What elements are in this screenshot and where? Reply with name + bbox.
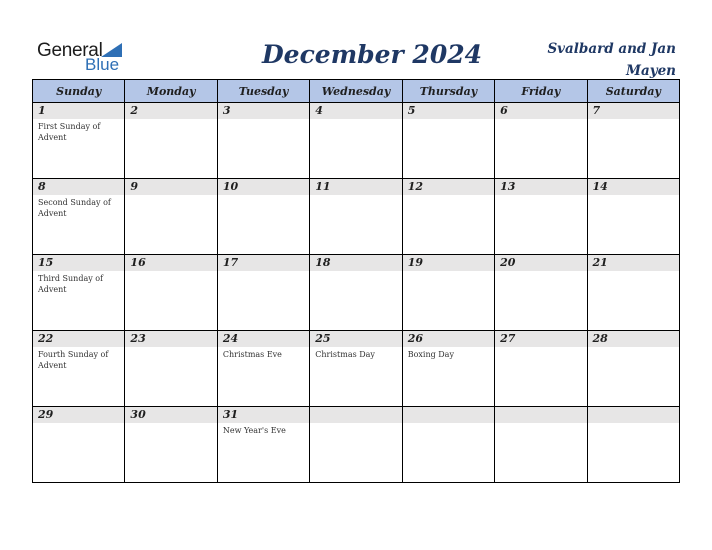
holiday-label (588, 423, 679, 425)
calendar-day-cell (125, 331, 217, 407)
holiday-label (218, 271, 309, 273)
logo-blue-text: Blue (85, 55, 120, 74)
calendar-day-cell (402, 331, 494, 407)
day-number: 12 (403, 179, 494, 195)
holiday-label (125, 195, 216, 197)
holiday-label (125, 271, 216, 273)
holiday-label (310, 119, 401, 121)
calendar-day-cell (310, 179, 402, 255)
holiday-label: Fourth Sunday of Advent (38, 350, 109, 370)
weekday-friday: Friday (495, 80, 587, 103)
calendar-day-cell (495, 179, 587, 255)
day-number: 2 (125, 103, 216, 119)
calendar-day-cell (217, 103, 309, 179)
weekday-tuesday: Tuesday (217, 80, 309, 103)
holiday-label (588, 347, 679, 349)
calendar-day-cell (402, 179, 494, 255)
day-number: 6 (495, 103, 586, 119)
holiday-label: Second Sunday of Advent (38, 198, 111, 218)
day-number: 21 (588, 255, 679, 271)
holiday-label (588, 119, 679, 121)
holiday-label (495, 347, 586, 349)
holiday-label (495, 271, 586, 273)
holiday-label (33, 423, 124, 425)
day-number: 5 (403, 103, 494, 119)
calendar-day-cell (402, 407, 494, 483)
weekday-header-row (33, 80, 680, 103)
holiday-label (588, 271, 679, 273)
page-title: December 2024 (262, 40, 483, 69)
day-number (310, 407, 401, 423)
calendar-day-cell (33, 407, 125, 483)
holiday-label: Christmas Day (315, 350, 375, 359)
calendar-week-row (33, 103, 680, 179)
holiday-label (310, 271, 401, 273)
weekday-sunday: Sunday (33, 80, 125, 103)
weekday-monday: Monday (125, 80, 217, 103)
calendar-day-cell (217, 255, 309, 331)
calendar-day-cell (495, 255, 587, 331)
day-number: 31 (218, 407, 309, 423)
holiday-label (218, 195, 309, 197)
holiday-label (403, 195, 494, 197)
holiday-label: Third Sunday of Advent (38, 274, 104, 294)
holiday-label (403, 119, 494, 121)
day-number (403, 407, 494, 423)
weekday-thursday: Thursday (402, 80, 494, 103)
day-number (495, 407, 586, 423)
calendar-day-cell (587, 255, 679, 331)
calendar-day-cell (495, 407, 587, 483)
calendar-day-cell (217, 407, 309, 483)
calendar-day-cell (125, 255, 217, 331)
calendar-day-cell (310, 103, 402, 179)
day-number: 13 (495, 179, 586, 195)
day-number: 9 (125, 179, 216, 195)
weekday-saturday: Saturday (587, 80, 679, 103)
holiday-label (403, 423, 494, 425)
day-number: 8 (33, 179, 124, 195)
calendar-grid (32, 79, 680, 483)
holiday-label: New Year's Eve (222, 426, 286, 435)
calendar-day-cell (217, 331, 309, 407)
holiday-label (495, 119, 586, 121)
calendar-day-cell (125, 179, 217, 255)
holiday-label (495, 423, 586, 425)
holiday-label (310, 423, 401, 425)
day-number: 11 (310, 179, 401, 195)
day-number: 15 (33, 255, 124, 271)
calendar-week-row (33, 331, 680, 407)
calendar-day-cell (402, 103, 494, 179)
calendar-day-cell (217, 179, 309, 255)
day-number: 19 (403, 255, 494, 271)
day-number: 28 (588, 331, 679, 347)
holiday-label: Boxing Day (407, 350, 454, 359)
day-number: 1 (33, 103, 124, 119)
calendar-day-cell (587, 331, 679, 407)
calendar-day-cell (310, 255, 402, 331)
holiday-label (125, 423, 216, 425)
holiday-label (588, 195, 679, 197)
day-number: 10 (218, 179, 309, 195)
day-number: 7 (588, 103, 679, 119)
calendar-day-cell (310, 331, 402, 407)
day-number: 17 (218, 255, 309, 271)
calendar-day-cell (33, 103, 125, 179)
holiday-label (218, 119, 309, 121)
calendar-day-cell (587, 179, 679, 255)
holiday-label: Christmas Eve (222, 350, 282, 359)
calendar-week-row (33, 407, 680, 483)
holiday-label (310, 195, 401, 197)
calendar-week-row (33, 255, 680, 331)
day-number (588, 407, 679, 423)
day-number: 25 (310, 331, 401, 347)
calendar-day-cell (587, 103, 679, 179)
day-number: 16 (125, 255, 216, 271)
triangle-flag-icon (101, 43, 122, 57)
day-number: 29 (33, 407, 124, 423)
holiday-label: First Sunday of Advent (38, 122, 101, 142)
holiday-label (403, 271, 494, 273)
calendar-day-cell (310, 407, 402, 483)
day-number: 20 (495, 255, 586, 271)
region-name: Svalbard and Jan Mayen (547, 41, 676, 79)
holiday-label (495, 195, 586, 197)
day-number: 24 (218, 331, 309, 347)
calendar-day-cell (495, 103, 587, 179)
calendar-day-cell (125, 407, 217, 483)
calendar-day-cell (125, 103, 217, 179)
calendar-day-cell (33, 255, 125, 331)
day-number: 27 (495, 331, 586, 347)
day-number: 4 (310, 103, 401, 119)
calendar-week-row (33, 179, 680, 255)
day-number: 18 (310, 255, 401, 271)
calendar-day-cell (33, 179, 125, 255)
logo (37, 40, 147, 74)
calendar-day-cell (402, 255, 494, 331)
calendar-day-cell (495, 331, 587, 407)
day-number: 23 (125, 331, 216, 347)
weekday-wednesday: Wednesday (310, 80, 402, 103)
holiday-label (125, 119, 216, 121)
day-number: 22 (33, 331, 124, 347)
calendar-day-cell (33, 331, 125, 407)
day-number: 26 (403, 331, 494, 347)
holiday-label (125, 347, 216, 349)
calendar-day-cell (587, 407, 679, 483)
day-number: 3 (218, 103, 309, 119)
logo-general-text: General (37, 40, 103, 61)
day-number: 30 (125, 407, 216, 423)
day-number: 14 (588, 179, 679, 195)
